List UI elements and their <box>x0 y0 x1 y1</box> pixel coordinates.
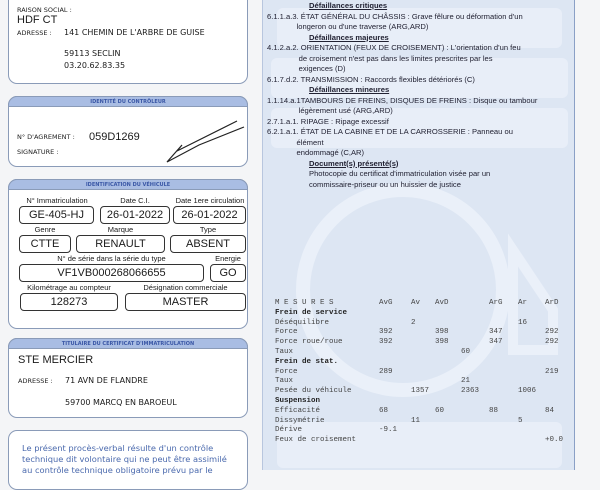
defaillance-heading: Défaillances mineures <box>309 85 390 94</box>
mesure-value: 292 <box>545 338 559 347</box>
mesure-label: Force <box>275 328 298 337</box>
mesure-label: Déséquilibre <box>275 318 330 327</box>
mesure-value: 5 <box>518 416 523 425</box>
vehicule-box <box>8 179 248 329</box>
defaillance-heading: Défaillances majeures <box>309 32 389 42</box>
mesures-row <box>263 397 575 406</box>
mesure-label: Pesée du véhicule <box>275 387 352 396</box>
signature-label: SIGNATURE : <box>17 148 59 156</box>
mesure-label: Dérive <box>275 426 303 435</box>
immat-field: GE-405-HJ <box>19 206 94 224</box>
titulaire-adresse1: 71 AVN DE FLANDRE <box>65 376 148 385</box>
mesure-value: ArG <box>489 299 503 307</box>
mesure-value: 60 <box>435 406 445 415</box>
mesure-value: 292 <box>545 328 559 337</box>
mesures-row <box>263 426 575 435</box>
mesure-value: Ar <box>518 299 528 307</box>
mesure-label: Dissymétrie <box>275 416 325 425</box>
defaillances-panel <box>262 0 575 470</box>
defaillance-line: de croisement n'est pas dans les limites prescrites par les <box>267 53 493 63</box>
mesure-value: 347 <box>489 338 503 347</box>
designation-label: Désignation commerciale <box>143 283 228 292</box>
genre-field: CTTE <box>19 235 71 253</box>
mesure-value: 60 <box>461 348 471 356</box>
vehicule-header: IDENTIFICATION DU VÉHICULE <box>8 179 248 190</box>
notice-text <box>22 443 240 476</box>
titulaire-adresse-label: ADRESSE : <box>18 377 53 385</box>
titulaire-box <box>8 338 248 418</box>
adresse-line2: 59113 SECLIN <box>64 49 121 58</box>
serie-label: N° de série dans la série du type <box>57 254 166 263</box>
mesure-value: 88 <box>489 406 499 415</box>
mesure-value: 289 <box>379 367 393 376</box>
genre-label: Genre <box>34 225 56 234</box>
defaillance-line: Photocopie du certificat d'immatriculation visée par un <box>309 169 491 178</box>
mesure-label: Taux <box>275 348 294 356</box>
defaillance-line: longeron ou d'une traverse (ARG,ARD) <box>267 22 429 31</box>
mesure-value: 21 <box>461 377 471 386</box>
notice-box <box>8 430 248 490</box>
mesure-value: AvG <box>379 299 393 307</box>
mesure-label: M E S U R E S <box>275 299 334 307</box>
agrement-label: N° D'AGREMENT : <box>17 133 75 141</box>
mesure-value: 1357 <box>411 387 430 396</box>
defaillance-line: 6.2.1.a.1. ÉTAT DE LA CABINE ET DE LA CARROSSERIE : Panneau ou <box>267 127 513 136</box>
marque-field: RENAULT <box>76 235 165 253</box>
mesure-value: ArD <box>545 299 559 307</box>
mesure-value: 68 <box>379 406 389 415</box>
marque-label: Marque <box>107 225 134 234</box>
mesure-value: Av <box>411 299 421 307</box>
defaillance-line: 2.7.1.a.1. RIPAGE : Ripage excessif <box>267 116 389 126</box>
mesure-value: 1006 <box>518 387 537 396</box>
defaillance-line: 6.1.7.d.2. TRANSMISSION : Raccords flexibles détériorés (C) <box>267 74 475 84</box>
energie-label: Energie <box>215 254 241 263</box>
mesure-value: +0.0 <box>545 436 564 445</box>
mesure-value: -9.1 <box>379 426 398 435</box>
mesure-value: 392 <box>379 338 393 347</box>
mesures-row <box>263 299 575 308</box>
type-field: ABSENT <box>170 235 246 253</box>
controleur-box <box>8 96 248 167</box>
mesures-row <box>263 407 575 416</box>
mesures-row <box>263 417 575 426</box>
defaillance-line: 1.1.14.a.1TAMBOURS DE FREINS, DISQUES DE FREINS : Disque ou tambour <box>267 95 538 105</box>
mesure-value: 347 <box>489 328 503 337</box>
mesure-value: 219 <box>545 367 559 376</box>
designation-field: MASTER <box>125 293 246 311</box>
mesure-label: Suspension <box>275 397 321 405</box>
km-label: Kilométrage au compteur <box>27 283 111 292</box>
adresse-line1: 141 CHEMIN DE L'ARBRE DE GUISE <box>64 28 205 37</box>
raison-label: RAISON SOCIAL : <box>17 6 72 14</box>
mesure-label: Feux de croisement <box>275 436 357 445</box>
defaillance-line: 6.1.1.a.3. ÉTAT GÉNÉRAL DU CHÂSSIS : Grave fêlure ou déformation d'un <box>267 11 523 21</box>
mesures-row <box>263 387 575 396</box>
titulaire-nom: STE MERCIER <box>18 354 94 366</box>
energie-field: GO <box>210 264 246 282</box>
date-circ-field: 26-01-2022 <box>173 206 246 224</box>
titulaire-header: TITULAIRE DU CERTIFICAT D'IMMATRICULATION <box>8 338 248 349</box>
mesure-label: Taux <box>275 377 294 386</box>
notice-line: Le présent procès-verbal résulte d'un contrôle <box>22 443 214 453</box>
mesures-row <box>263 368 575 377</box>
mesure-value: 84 <box>545 406 555 415</box>
mesures-row <box>263 348 575 357</box>
serie-field: VF1VB000268066655 <box>19 264 204 282</box>
date-ci-field: 26-01-2022 <box>100 206 170 224</box>
mesures-row <box>263 309 575 318</box>
defaillance-line: endommagé (C,AR) <box>267 148 365 157</box>
mesure-label: Efficacité <box>275 406 321 415</box>
mesures-row <box>263 436 575 445</box>
centre-box <box>8 0 248 84</box>
mesures-row <box>263 358 575 367</box>
defaillance-line: exigences (D) <box>267 64 346 73</box>
date-ci-label: Date C.I. <box>120 196 150 205</box>
titulaire-adresse2: 59700 MARCQ EN BAROEUL <box>65 398 177 407</box>
mesure-value: AvD <box>435 299 449 307</box>
mesure-label: Force roue/roue <box>275 338 343 347</box>
mesure-value: 2363 <box>461 387 480 396</box>
agrement-value: 059D1269 <box>89 131 140 143</box>
km-field: 128273 <box>20 293 118 311</box>
defaillance-line: légèrement usé (ARG,ARD) <box>267 106 393 115</box>
mesure-value: 392 <box>379 328 393 337</box>
mesure-label: Frein de stat. <box>275 357 339 366</box>
mesure-value: 398 <box>435 338 449 347</box>
signature-image <box>137 117 247 167</box>
date-circ-label: Date 1ere circulation <box>175 196 245 205</box>
defaillance-line: élément <box>267 137 324 147</box>
mesure-label: Frein de service <box>275 308 348 317</box>
raison-value: HDF CT <box>17 14 58 26</box>
controleur-header: IDENTITÉ DU CONTRÔLEUR <box>8 96 248 107</box>
type-label: Type <box>199 225 217 234</box>
adresse-label: ADRESSE : <box>17 29 52 37</box>
mesure-value: 398 <box>435 328 449 337</box>
mesures-row <box>263 328 575 337</box>
mesure-value: 11 <box>411 416 421 425</box>
notice-line: au contrôle technique obligatoire prévu par le <box>22 465 213 475</box>
mesures-row <box>263 377 575 386</box>
defaillance-line: commissaire-priseur ou un huissier de justice <box>309 179 461 189</box>
defaillance-heading: Document(s) présenté(s) <box>309 158 399 168</box>
mesure-value: 16 <box>518 318 528 327</box>
notice-line: technique dit volontaire qui ne peut être assimilé <box>22 454 227 464</box>
defaillance-line: 4.1.2.a.2. ORIENTATION (FEUX DE CROISEMENT) : L'orientation d'un feu <box>267 43 521 52</box>
mesures-row <box>263 338 575 347</box>
telephone: 03.20.62.83.35 <box>64 61 126 70</box>
immat-label: N° Immatriculation <box>26 196 88 205</box>
mesures-row <box>263 319 575 328</box>
defaillance-heading: Défaillances critiques <box>309 1 388 10</box>
mesure-label: Force <box>275 367 298 376</box>
mesure-value: 2 <box>411 318 416 327</box>
